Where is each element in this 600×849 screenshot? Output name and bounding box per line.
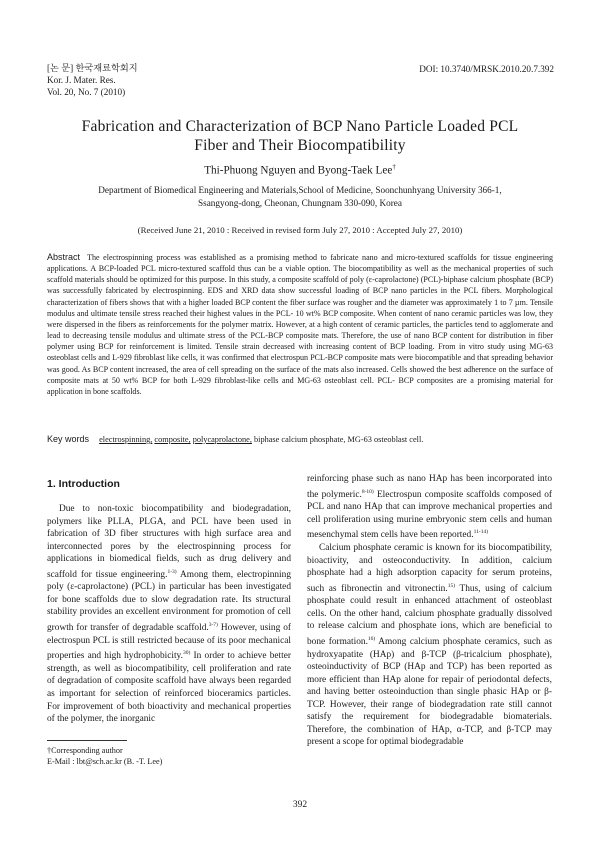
- received-dates: (Received June 21, 2010 : Received in revised form July 27, 2010 : Accepted July 27, 2010): [137, 225, 463, 235]
- keywords: [47, 434, 553, 444]
- abstract: [47, 252, 553, 397]
- text-run: Due to non-toxic biocompatibility and biodegradation, polymers like PLLA, PLGA, and PCL have been used in fabrication of 3D fiber structures with high surface area and interconnected pores by the electrospinning process for applications in biomedical fields, such as drug delivery and scaffold for tissue engineering.: [47, 504, 291, 580]
- keyword-polycaprolactone: polycaprolactone,: [192, 435, 252, 444]
- intro-paragraph-1-cont: [307, 473, 552, 542]
- keywords-heading: Key words: [47, 434, 90, 444]
- text-run: Electrospun composite scaffolds composed of PCL and nano HAp that can improve mechanical properties and cell proliferation using murine embryonic stem cells and human mesenchymal stem cells have been reported.: [307, 489, 552, 541]
- text-run: In order to achieve better strength, as well as biocompatibility, cell proliferation and rate of degradation of composite scaffold have always been regarded as important for selection of reinforced bioceramics particles. For improvement of both bioactivity and mechanical properties of the polymer, the inorganic: [47, 651, 291, 725]
- affiliation: [52, 184, 548, 209]
- affiliation-line-2: Ssangyong-dong, Cheonan, Chungnam 330-090, Korea: [198, 197, 402, 208]
- journal-header: [47, 62, 138, 98]
- authors: [40, 163, 560, 177]
- intro-paragraph-2: [307, 542, 552, 749]
- keywords-rest: biphase calcium phosphate, MG-63 osteoblast cell.: [253, 435, 424, 444]
- keyword-electrospinning: electrospinning,: [99, 435, 153, 444]
- journal-name-korean: [논 문] 한국재료학회지: [47, 63, 138, 73]
- text-run: reinforcing phase such as nano HAp has been incorporated into the polymeric.: [307, 474, 552, 500]
- reference-marker: 16): [367, 635, 376, 642]
- title-line-2: Fiber and Their Biocompatibility: [194, 137, 406, 154]
- corresponding-mark: †: [392, 163, 396, 171]
- keyword-composite: composite,: [154, 435, 191, 444]
- reference-marker: 8-10): [361, 488, 374, 495]
- text-run: Thus, using of calcium phosphate could result in enhanced attachment of osteoblast cells. On the other hand, calcium phosphate gradually dissolved to release calcium and phosphate ions, which are beneficial to bone formation.: [307, 583, 552, 647]
- reference-marker: 1-3): [167, 568, 177, 575]
- author-names: Thi-Phuong Nguyen and Byong-Taek Lee: [204, 164, 393, 177]
- reference-marker: 3-7): [208, 622, 218, 629]
- corresponding-author: †Corresponding author: [47, 746, 123, 755]
- abstract-heading: Abstract: [47, 252, 81, 262]
- section-heading: 1. Introduction: [47, 478, 120, 490]
- author-email: E-Mail : lbt@sch.ac.kr (B. -T. Lee): [47, 757, 163, 766]
- page-number: 392: [292, 800, 308, 810]
- footnote: [47, 745, 162, 767]
- title-line-1: Fabrication and Characterization of BCP Nano Particle Loaded PCL: [81, 118, 519, 135]
- affiliation-line-1: Department of Biomedical Engineering and Materials,School of Medicine, Soonchunhyang University 366-1,: [98, 185, 502, 195]
- reference-marker: 30): [182, 650, 191, 657]
- paper-title: [40, 117, 560, 155]
- doi: DOI: 10.3740/MRSK.2010.20.7.392: [419, 64, 554, 74]
- intro-paragraph-1: [47, 503, 291, 726]
- text-run: Among calcium phosphate ceramics, such as hydroxyapatite (HAp) and β-TCP (β-tricalcium phosphate), osteoinductivity of BCP (HAp and TCP) has been reported as more efficient than HAp alone for repair of periodontal defects, and having better osteoinduction than single phasic HAp or β-TCP. However, their range of biodegradation rate still cannot satisfy the requirement for biodegradable biomaterials. Therefore, the combination of HAp, α-TCP, and β-TCP may present a scope for optimal biodegradable: [307, 637, 552, 748]
- footnote-divider: [47, 740, 127, 741]
- text-run: Among them, electropinning poly (ε-caprolactone) (PCL) in particular has been investigated for bone scaffolds due to slow degradation rate. Its structural stability provides an excellent environment for promotion of cell growth for transfer of degradable scaffold.: [47, 569, 291, 634]
- text-run: Calcium phosphate ceramic is known for its biocompatibility, bioactivity, and osteoconductivity. In addition, calcium phosphate had a high adsorption capacity for serum proteins, such as fibronectin and vitronectin.: [307, 542, 552, 594]
- abstract-text: The electrospinning process was established as a promising method to fabricate nano and micro-textured scaffolds for tissue engineering applications. A BCP-loaded PCL micro-textured scaffold thus can be a viable option. The biocompatibility as well as the mechanical properties of such scaffold materials should be optimized for this purpose. In this study, a composite scaffold of poly (ε-caprolactone) (PCL)-biphase calcium phosphate (BCP) was successfully fabricated by electrospinning. EDS and XRD data show successful loading of BCP nano particles in the PCL fibers. Morphological characterization of fibers shows that with a higher loaded BCP content the fiber surface was rougher and the diameter was approximately 1 to 7 µm. Tensile modulus and ultimate tensile stress reached their highest values in the PCL- 10 wt% BCP composite. When content of nano ceramic particles was low, they were dispersed in the fibers as reinforcements for the polymer matrix. However, at a high content of ceramic particles, the particles tend to agglomerate and lead to decreasing tensile modulus and ultimate stress of the PCL-BCP composite mats. Therefore, the use of nano BCP content for distribution in fiber polymer using BCP for reinforcement is limited. Tensile strain decreased with increasing content of BCP loading. From in vitro study using MG-63 osteoblast cells and L-929 fibroblast like cells, it was confirmed that electrospun PCL-BCP composite mats were biocompatible and that spreading behavior was good. As BCP content increased, the area of cell spreading on the surface of the mats also increased. Cells showed the best adherence on the surface of composite mats at 50 wt% BCP for both L-929 fibroblast-like cells and MG-63 osteoblast cell. PCL- BCP composites are a promising material for application in bone scaffolds.: [47, 253, 553, 396]
- right-column: [307, 473, 552, 749]
- left-column: [47, 478, 291, 726]
- text-run: However, using of electrospun PCL is still restricted because of its poor mechanical properties and high hydrophobicity.: [47, 623, 291, 662]
- journal-volume: Vol. 20, No. 7 (2010): [47, 87, 126, 97]
- reference-marker: 11-14): [473, 529, 489, 536]
- reference-marker: 15): [447, 582, 456, 589]
- journal-name-english: Kor. J. Mater. Res.: [47, 75, 116, 85]
